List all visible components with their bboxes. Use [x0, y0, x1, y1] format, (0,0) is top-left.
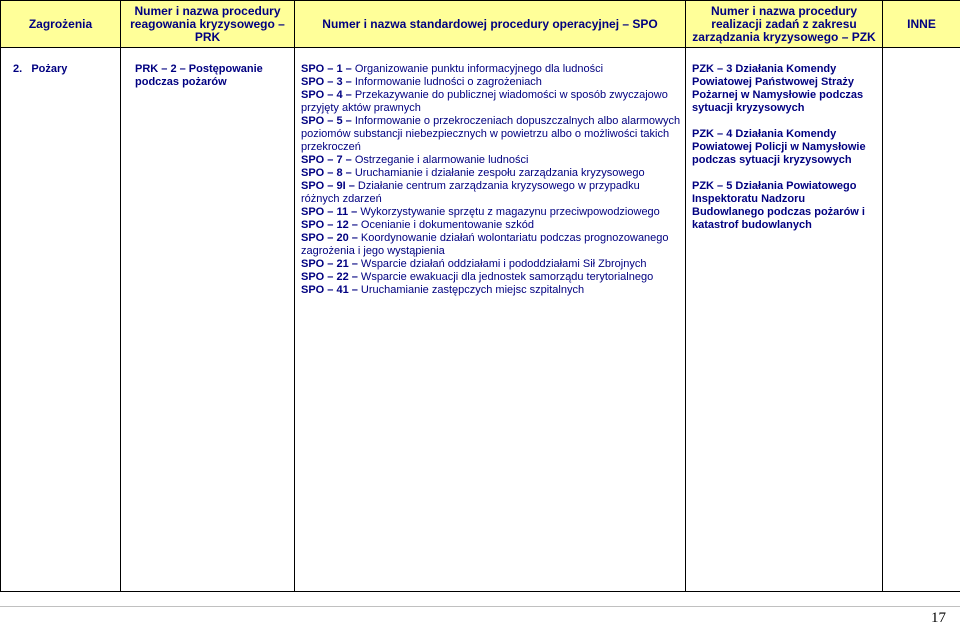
spo-code: SPO – 4 –: [301, 89, 352, 101]
spo-code: SPO – 5 –: [301, 115, 352, 127]
spo-code: SPO – 22 –: [301, 271, 358, 283]
spo-item: [301, 115, 681, 154]
header-row: [1, 1, 960, 48]
spo-item: [301, 206, 681, 219]
spo-code: SPO – 41 –: [301, 284, 358, 296]
spo-code: SPO – 11 –: [301, 206, 358, 218]
spo-list: [301, 63, 681, 297]
spo-text: Wsparcie ewakuacji dla jednostek samorządu terytorialnego: [357, 271, 654, 283]
pzk-item: PZK – 5 Działania Powiatowego Inspektoratu Nadzoru Budowlanego podczas pożarów i katastrof budowlanych: [692, 180, 865, 231]
spo-item: [301, 89, 681, 115]
spo-text: Informowanie o przekroczeniach dopuszczalnych albo alarmowych poziomów substancji niebezpiecznych w powietrzu albo o możliwości takich przekroczeń: [301, 115, 681, 153]
page-number: 17: [931, 610, 946, 626]
spo-item: [301, 219, 681, 232]
spo-text: Koordynowanie działań wolontariatu podczas prognozowanego zagrożenia i jego wystąpienia: [301, 232, 669, 257]
spo-item: [301, 284, 681, 297]
spo-text: Ostrzeganie i alarmowanie ludności: [351, 154, 529, 166]
spo-item: [301, 154, 681, 167]
threat-label: 2. Pożary: [13, 63, 68, 75]
footer-divider: [0, 606, 960, 607]
spo-text: Wsparcie działań oddziałami i pododdziałami Sił Zbrojnych: [357, 258, 647, 270]
spo-text: Działanie centrum zarządzania kryzysowego w przypadku różnych zdarzeń: [301, 180, 640, 205]
prk-cell: [121, 48, 295, 592]
spo-code: SPO – 9I –: [301, 180, 355, 192]
spo-text: Wykorzystywanie sprzętu z magazynu przeciwpowodziowego: [357, 206, 660, 218]
pzk-cell: [686, 48, 883, 592]
spo-code: SPO – 3 –: [301, 76, 352, 88]
pzk-item: PZK – 4 Działania Komendy Powiatowej Policji w Namysłowie podczas sytuacji kryzysowych: [692, 128, 866, 166]
spo-code: SPO – 8 –: [301, 167, 352, 179]
spo-item: [301, 258, 681, 271]
header-pzk: Numer i nazwa procedury realizacji zadań z zakresu zarządzania kryzysowego – PZK: [686, 1, 883, 48]
spo-text: Uruchamianie zastępczych miejsc szpitalnych: [357, 284, 585, 296]
pzk-list: [692, 63, 878, 232]
threat-cell: [1, 48, 121, 592]
spo-item: [301, 167, 681, 180]
spo-cell: [295, 48, 686, 592]
spo-item: [301, 232, 681, 258]
inne-cell: [883, 48, 960, 592]
header-prk: Numer i nazwa procedury reagowania kryzysowego – PRK: [121, 1, 295, 48]
spo-code: SPO – 21 –: [301, 258, 358, 270]
spo-code: SPO – 7 –: [301, 154, 352, 166]
spo-text: Organizowanie punktu informacyjnego dla ludności: [351, 63, 604, 75]
table-row: [1, 48, 960, 592]
spo-code: SPO – 1 –: [301, 63, 352, 75]
spo-item: [301, 271, 681, 284]
prk-label: PRK – 2 – Postępowanie podczas pożarów: [135, 63, 263, 88]
spo-item: [301, 180, 681, 206]
pzk-item: PZK – 3 Działania Komendy Powiatowej Państwowej Straży Pożarnej w Namysłowie podczas sytuacji kryzysowych: [692, 63, 864, 114]
spo-item: [301, 63, 681, 76]
spo-code: SPO – 20 –: [301, 232, 358, 244]
spo-text: Informowanie ludności o zagrożeniach: [351, 76, 542, 88]
header-inne: INNE: [883, 1, 960, 48]
header-spo: Numer i nazwa standardowej procedury operacyjnej – SPO: [295, 1, 686, 48]
spo-text: Przekazywanie do publicznej wiadomości w sposób zwyczajowo przyjęty aktów prawnych: [301, 89, 668, 114]
spo-code: SPO – 12 –: [301, 219, 358, 231]
header-zagrozenia: Zagrożenia: [1, 1, 121, 48]
spo-item: [301, 76, 681, 89]
spo-text: Ocenianie i dokumentowanie szkód: [357, 219, 534, 231]
spo-text: Uruchamianie i działanie zespołu zarządzania kryzysowego: [351, 167, 645, 179]
